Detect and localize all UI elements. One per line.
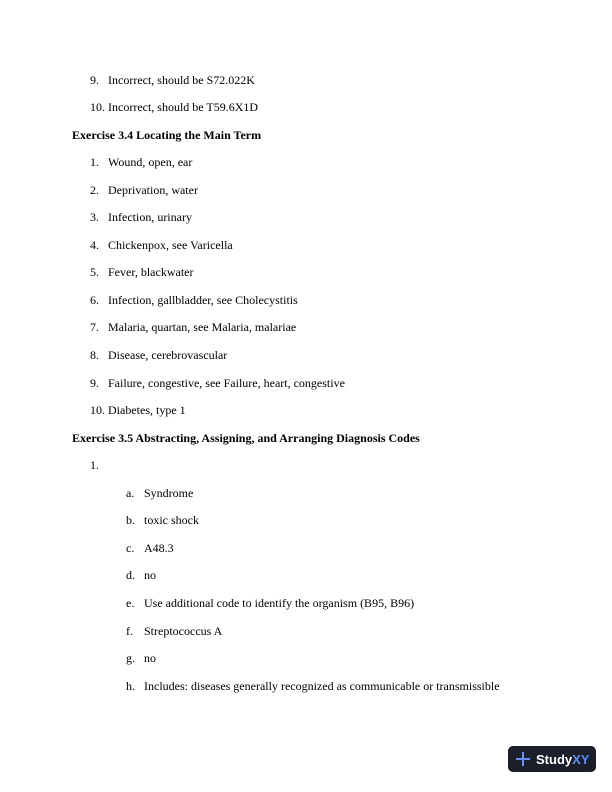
item-number: 4. [90, 238, 99, 252]
item-text: Incorrect, should be T59.6X1D [108, 100, 259, 114]
item-text: Failure, congestive, see Failure, heart, congestive [108, 376, 345, 390]
item-text: no [144, 568, 156, 582]
item-number: 1. [90, 155, 99, 169]
item-text: toxic shock [144, 513, 199, 527]
item-letter: a. [126, 486, 135, 500]
item-number: 6. [90, 293, 99, 307]
item-number: 10. [90, 100, 105, 114]
item-text: Includes: diseases generally recognized as communicable or transmissible [144, 679, 500, 693]
item-number: 8. [90, 348, 99, 362]
item-text: Diabetes, type 1 [108, 403, 186, 417]
item-text: Syndrome [144, 486, 194, 500]
item-number: 10. [90, 403, 105, 417]
item-letter: e. [126, 596, 135, 610]
item-letter: g. [126, 651, 135, 665]
item-text: Chickenpox, see Varicella [108, 238, 233, 252]
item-text: Fever, blackwater [108, 265, 194, 279]
section-heading: Exercise 3.4 Locating the Main Term [72, 128, 262, 142]
item-text: Use additional code to identify the organism (B95, B96) [144, 596, 415, 610]
brand-name: Study [536, 751, 573, 767]
item-letter: b. [126, 513, 135, 527]
item-text: A48.3 [144, 541, 174, 555]
item-number: 9. [90, 376, 99, 390]
item-text: Infection, gallbladder, see Cholecystitis [108, 293, 298, 307]
item-letter: f. [126, 624, 133, 638]
studyxy-logo-badge[interactable] [508, 746, 596, 772]
item-text: Incorrect, should be S72.022K [108, 73, 255, 87]
item-number: 2. [90, 183, 99, 197]
plus-icon [516, 752, 530, 766]
section-heading: Exercise 3.5 Abstracting, Assigning, and Arranging Diagnosis Codes [72, 431, 420, 445]
item-number: 9. [90, 73, 99, 87]
item-text: Disease, cerebrovascular [108, 348, 228, 362]
item-text: no [144, 651, 156, 665]
item-letter: d. [126, 568, 135, 582]
item-number: 3. [90, 210, 99, 224]
item-text: Deprivation, water [108, 183, 198, 197]
item-text: Wound, open, ear [108, 155, 193, 169]
item-text: Infection, urinary [108, 210, 192, 224]
item-number: 7. [90, 320, 99, 334]
item-number: 1. [90, 458, 99, 472]
item-letter: h. [126, 679, 135, 693]
item-letter: c. [126, 541, 135, 555]
item-text: Malaria, quartan, see Malaria, malariae [108, 320, 297, 334]
item-number: 5. [90, 265, 99, 279]
brand-accent: XY [572, 751, 590, 767]
item-text: Streptococcus A [144, 624, 223, 638]
